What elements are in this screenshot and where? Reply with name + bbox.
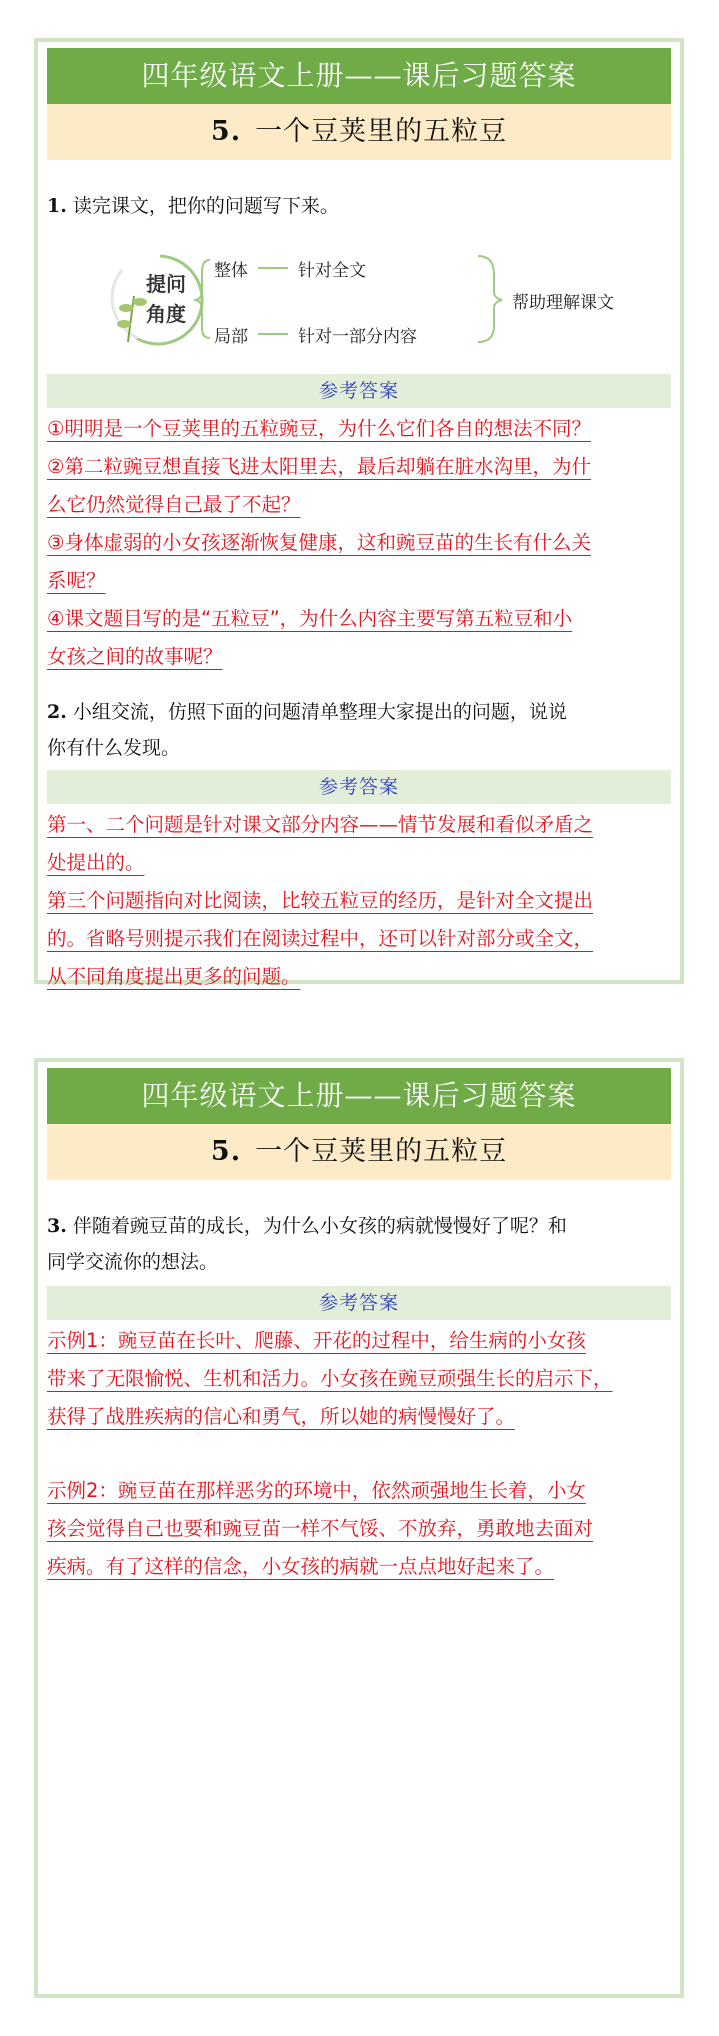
lesson-title-bar — [47, 104, 671, 160]
answer-line: ①明明是一个豆荚里的五粒豌豆，为什么它们各自的想法不同？ — [47, 417, 591, 440]
answer-line: ③身体虚弱的小女孩逐渐恢复健康，这和豌豆苗的生长有什么关 — [47, 531, 591, 554]
reference-answer-label: 参考答案 — [47, 374, 671, 408]
answer-line: 处提出的。 — [47, 851, 145, 874]
question-text-cont: 你有什么发现。 — [47, 737, 181, 759]
answer-line: 带来了无限愉悦、生机和活力。小女孩在豌豆顽强生长的启示下， — [47, 1367, 613, 1390]
plant-leaf — [133, 298, 147, 306]
reference-answer-label: 参考答案 — [47, 770, 671, 804]
question-text: 伴随着豌豆苗的成长，为什么小女孩的病就慢慢好了呢？和 — [72, 1215, 567, 1237]
answer-line: 么它仍然觉得自己最了不起？ — [47, 493, 301, 516]
answer-line: 从不同角度提出更多的问题。 — [47, 965, 301, 988]
lesson-number: 5. — [210, 116, 242, 147]
reference-answer-label: 参考答案 — [47, 1286, 671, 1320]
answer-line: ④课文题目写的是“五粒豆”，为什么内容主要写第五粒豆和小 — [47, 607, 573, 630]
answer-line: 的。省略号则提示我们在阅读过程中，还可以针对部分或全文， — [47, 927, 594, 950]
lesson-title: 一个豆荚里的五粒豆 — [255, 1136, 508, 1167]
answer-line: 示例2：豌豆苗在那样恶劣的环境中，依然顽强地生长着，小女 — [47, 1479, 586, 1502]
answer-1 — [47, 410, 671, 676]
branch-whole: 整体 — [214, 261, 248, 281]
answer-line: 系呢？ — [47, 569, 106, 592]
circle-label-1: 提问 — [146, 272, 186, 296]
page-header-title: 四年级语文上册——课后习题答案 — [47, 1068, 671, 1124]
worksheet-card-1 — [34, 38, 684, 988]
answer-2 — [47, 806, 671, 996]
branch-part: 局部 — [214, 327, 248, 347]
worksheet-card-2 — [34, 1058, 684, 1998]
lesson-title-bar — [47, 1124, 671, 1180]
question-1 — [47, 188, 671, 224]
question-number: 2. — [47, 701, 67, 723]
question-2 — [47, 694, 671, 766]
answer-3-example-1 — [47, 1322, 671, 1436]
answer-line: 女孩之间的故事呢？ — [47, 645, 223, 668]
question-text: 读完课文，把你的问题写下来。 — [72, 195, 339, 217]
plant-leaf — [119, 304, 133, 312]
question-3 — [47, 1208, 671, 1280]
branch-part-desc: 针对一部分内容 — [298, 327, 417, 347]
page-header-title: 四年级语文上册——课后习题答案 — [47, 48, 671, 104]
answer-line: 获得了战胜疾病的信心和勇气，所以她的病慢慢好了。 — [47, 1405, 516, 1428]
answer-line: 第一、二个问题是针对课文部分内容——情节发展和看似矛盾之 — [47, 813, 594, 836]
answer-line: 疾病。有了这样的信念，小女孩的病就一点点地好起来了。 — [47, 1555, 555, 1578]
question-number: 3. — [47, 1215, 67, 1237]
answer-line: ②第二粒豌豆想直接飞进太阳里去，最后却躺在脏水沟里，为什 — [47, 455, 591, 478]
diagram-result: 帮助理解课文 — [512, 293, 614, 313]
lesson-title: 一个豆荚里的五粒豆 — [255, 116, 508, 147]
lesson-number: 5. — [210, 1136, 242, 1167]
circle-label-2: 角度 — [146, 302, 186, 326]
answer-line: 第三个问题指向对比阅读，比较五粒豆的经历，是针对全文提出 — [47, 889, 594, 912]
question-angle-diagram — [98, 246, 658, 356]
right-brace — [478, 256, 502, 342]
question-text-cont: 同学交流你的想法。 — [47, 1251, 219, 1273]
question-text: 小组交流，仿照下面的问题清单整理大家提出的问题，说说 — [72, 701, 567, 723]
answer-line: 示例1：豌豆苗在长叶、爬藤、开花的过程中，给生病的小女孩 — [47, 1329, 586, 1352]
plant-leaf — [117, 320, 131, 328]
branch-whole-desc: 针对全文 — [298, 261, 366, 281]
question-number: 1. — [47, 195, 67, 217]
answer-line: 孩会觉得自己也要和豌豆苗一样不气馁、不放弃，勇敢地去面对 — [47, 1517, 594, 1540]
answer-3-example-2 — [47, 1472, 671, 1586]
